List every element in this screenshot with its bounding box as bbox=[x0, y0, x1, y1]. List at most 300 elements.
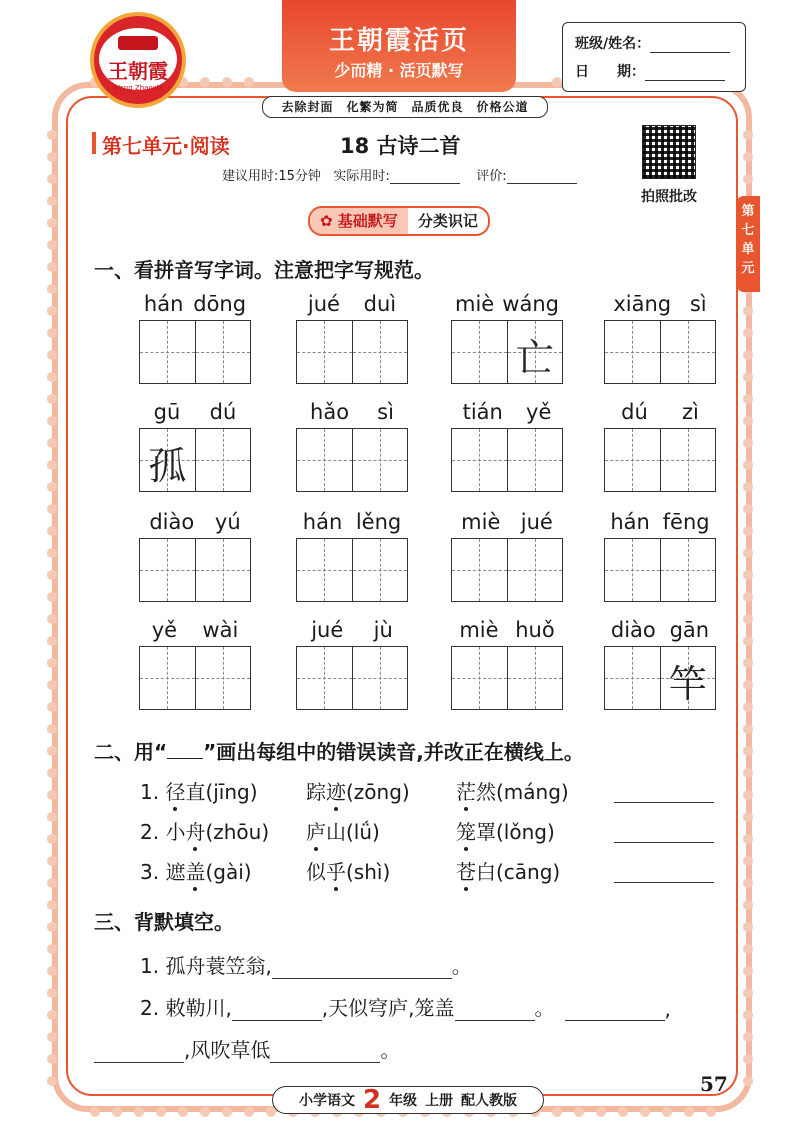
reading-item bbox=[456, 816, 555, 845]
pinyin-syllable: jué bbox=[520, 510, 553, 534]
handwritten-char: 竿 bbox=[668, 662, 707, 706]
writing-box[interactable] bbox=[352, 429, 408, 491]
scallop-dot bbox=[743, 658, 753, 668]
writing-box[interactable] bbox=[507, 539, 563, 601]
writing-box[interactable] bbox=[605, 429, 660, 491]
scallop-dot bbox=[47, 856, 57, 866]
pinyin-syllable: huǒ bbox=[515, 618, 555, 642]
scallop-dot bbox=[47, 416, 57, 426]
scallop-dot bbox=[743, 482, 753, 492]
writing-box[interactable] bbox=[297, 539, 352, 601]
recite-1-end: 。 bbox=[451, 954, 472, 978]
scallop-dot bbox=[47, 614, 57, 624]
pinyin-syllable: sì bbox=[689, 292, 707, 316]
pinyin-item bbox=[604, 292, 716, 384]
reading-item bbox=[306, 856, 390, 885]
tianzige-boxes bbox=[296, 646, 408, 710]
tianzige-boxes bbox=[139, 646, 251, 710]
tianzige-boxes bbox=[604, 646, 716, 710]
scallop-dot bbox=[743, 790, 753, 800]
pinyin-label bbox=[139, 400, 251, 428]
dotted-char[interactable]: 舟 bbox=[185, 816, 205, 845]
scallop-dot bbox=[178, 1107, 188, 1117]
pinyin-syllable: sì bbox=[377, 400, 394, 424]
reading-item bbox=[140, 856, 252, 885]
scallop-dot bbox=[47, 768, 57, 778]
pinyin-item bbox=[296, 618, 408, 710]
writing-box[interactable] bbox=[352, 539, 408, 601]
word-suffix: (zhōu) bbox=[205, 820, 270, 844]
pinyin-label bbox=[604, 292, 716, 320]
scallop-dot bbox=[47, 240, 57, 250]
unit-marker bbox=[92, 132, 96, 154]
pinyin-syllable: dú bbox=[209, 400, 237, 424]
pinyin-syllable: hǎo bbox=[310, 400, 350, 424]
section3-title: 三、背默填空。 bbox=[94, 910, 234, 934]
scallop-dot bbox=[743, 1032, 753, 1042]
pinyin-syllable: yě bbox=[526, 400, 552, 424]
reading-item bbox=[456, 856, 560, 885]
pinyin-label bbox=[139, 292, 251, 320]
recite-3-text-a: ,风吹草低 bbox=[184, 1038, 271, 1062]
pinyin-syllable: dú bbox=[621, 400, 648, 424]
pinyin-item bbox=[604, 400, 716, 492]
scallop-dot bbox=[743, 152, 753, 162]
recite-2-text-d: , bbox=[664, 997, 671, 1021]
pinyin-label bbox=[451, 400, 563, 428]
handwritten-char: 亡 bbox=[515, 336, 554, 380]
tianzige-boxes bbox=[604, 428, 716, 492]
scallop-dot bbox=[743, 878, 753, 888]
pill-basic-dictation: ✿ 基础默写 bbox=[310, 208, 408, 234]
date-label: 日 期： bbox=[575, 64, 645, 80]
pinyin-label bbox=[296, 292, 408, 320]
footer-edition: 配人教版 bbox=[461, 1093, 518, 1109]
scallop-dot bbox=[47, 570, 57, 580]
recite-line-3 bbox=[94, 1034, 400, 1063]
page-number: 57 bbox=[700, 1072, 728, 1096]
pinyin-syllable: gān bbox=[669, 618, 710, 642]
scallop-dot bbox=[743, 922, 753, 932]
recite-2-blank-c[interactable] bbox=[565, 1000, 665, 1021]
item-number: 3. bbox=[140, 860, 166, 884]
pinyin-item bbox=[604, 510, 716, 602]
pinyin-syllable: hán bbox=[143, 292, 184, 316]
recite-2-text-c: 。 bbox=[534, 996, 555, 1020]
writing-box[interactable] bbox=[507, 647, 563, 709]
pinyin-syllable: tián bbox=[462, 400, 503, 424]
scallop-dot bbox=[47, 482, 57, 492]
pinyin-item bbox=[296, 292, 408, 384]
scallop-dot bbox=[47, 746, 57, 756]
scallop-dot bbox=[47, 526, 57, 536]
writing-box[interactable] bbox=[507, 429, 563, 491]
pinyin-syllable: miè bbox=[461, 510, 501, 534]
scallop-dot bbox=[47, 702, 57, 712]
scallop-dot bbox=[47, 174, 57, 184]
dotted-char[interactable]: 笼 bbox=[456, 816, 476, 845]
scallop-dot bbox=[47, 592, 57, 602]
writing-box[interactable] bbox=[452, 539, 507, 601]
scallop-dot bbox=[47, 218, 57, 228]
dotted-char[interactable]: 径 bbox=[165, 776, 185, 805]
pinyin-item bbox=[296, 510, 408, 602]
scallop-dot bbox=[47, 372, 57, 382]
word-prefix: 踪 bbox=[306, 780, 326, 804]
logo-text: 王朝霞 bbox=[108, 59, 168, 83]
pinyin-syllable: wáng bbox=[502, 292, 559, 316]
scallop-dot bbox=[47, 504, 57, 514]
scallop-dot bbox=[222, 77, 232, 87]
pinyin-item bbox=[139, 510, 251, 602]
pinyin-label bbox=[296, 510, 408, 538]
dotted-char[interactable]: 庐 bbox=[306, 816, 326, 845]
tianzige-boxes bbox=[451, 646, 563, 710]
tianzige-boxes bbox=[139, 428, 251, 492]
word-prefix: 似 bbox=[306, 860, 326, 884]
pinyin-label bbox=[296, 400, 408, 428]
word-suffix: 然(máng) bbox=[476, 780, 569, 804]
scallop-dot bbox=[743, 592, 753, 602]
pinyin-syllable: wài bbox=[202, 618, 239, 642]
pinyin-label bbox=[604, 400, 716, 428]
footer-term: 上册 bbox=[425, 1093, 454, 1109]
scallop-dot bbox=[743, 130, 753, 140]
item-number: 2. bbox=[140, 820, 166, 844]
writing-box[interactable] bbox=[452, 429, 507, 491]
pinyin-syllable: jué bbox=[307, 292, 340, 316]
writing-box[interactable] bbox=[660, 321, 716, 383]
tianzige-boxes bbox=[139, 538, 251, 602]
tianzige-boxes bbox=[139, 320, 251, 384]
scallop-dot bbox=[112, 1107, 122, 1117]
writing-box[interactable] bbox=[452, 647, 507, 709]
pinyin-syllable: hán bbox=[302, 510, 343, 534]
scallop-dot bbox=[743, 724, 753, 734]
writing-box[interactable] bbox=[297, 647, 352, 709]
word-prefix: 小 bbox=[165, 820, 186, 844]
reading-item bbox=[140, 776, 258, 805]
footer-badge bbox=[272, 1086, 544, 1114]
writing-box[interactable] bbox=[660, 539, 716, 601]
word-suffix: 山(lǘ) bbox=[326, 820, 380, 844]
scallop-dot bbox=[743, 438, 753, 448]
pinyin-syllable: dōng bbox=[193, 292, 247, 316]
tianzige-boxes bbox=[604, 538, 716, 602]
scallop-dot bbox=[47, 988, 57, 998]
scallop-dot bbox=[743, 416, 753, 426]
student-info-box bbox=[562, 22, 746, 92]
writing-box[interactable] bbox=[297, 429, 352, 491]
writing-box[interactable] bbox=[140, 321, 195, 383]
recite-2-blank-a[interactable] bbox=[232, 1000, 322, 1021]
word-suffix: 直(jīng) bbox=[185, 780, 258, 804]
pinyin-item bbox=[451, 400, 563, 492]
dotted-char[interactable]: 苍 bbox=[456, 856, 476, 885]
recite-line-2 bbox=[140, 992, 671, 1021]
logo-subtext: Wang Zhaoxia bbox=[113, 84, 163, 92]
writing-box[interactable] bbox=[660, 647, 716, 709]
scallop-dot bbox=[743, 1076, 753, 1086]
scallop-dot bbox=[743, 900, 753, 910]
writing-box[interactable] bbox=[605, 539, 660, 601]
scallop-dot bbox=[743, 988, 753, 998]
scallop-dot bbox=[743, 504, 753, 514]
pinyin-item bbox=[139, 292, 251, 384]
scallop-dot bbox=[743, 966, 753, 976]
scallop-dot bbox=[47, 1032, 57, 1042]
unit-title: 第七单元·阅读 bbox=[102, 134, 230, 158]
reading-item bbox=[140, 816, 269, 845]
scallop-dot bbox=[47, 350, 57, 360]
writing-box[interactable] bbox=[452, 321, 507, 383]
word-suffix: 白(cāng) bbox=[476, 860, 561, 884]
scallop-dot bbox=[47, 196, 57, 206]
scallop-dot bbox=[47, 394, 57, 404]
tianzige-boxes bbox=[296, 320, 408, 384]
section2-title bbox=[94, 736, 584, 765]
scallop-dot bbox=[743, 570, 753, 580]
date-field[interactable] bbox=[645, 66, 725, 81]
reading-item bbox=[306, 776, 410, 805]
writing-box[interactable] bbox=[195, 321, 251, 383]
scallop-dot bbox=[47, 1010, 57, 1020]
reading-item bbox=[456, 776, 569, 805]
scallop-dot bbox=[743, 548, 753, 558]
scallop-dot bbox=[47, 658, 57, 668]
pinyin-label bbox=[451, 292, 563, 320]
scallop-dot bbox=[662, 1107, 672, 1117]
actual-time-field[interactable] bbox=[390, 171, 460, 184]
scallop-dot bbox=[684, 1107, 694, 1117]
scallop-dot bbox=[552, 77, 562, 87]
scallop-dot bbox=[47, 724, 57, 734]
pinyin-label bbox=[139, 510, 251, 538]
pinyin-label bbox=[451, 618, 563, 646]
recite-line-1 bbox=[140, 950, 472, 979]
pinyin-label bbox=[604, 510, 716, 538]
scallop-dot bbox=[743, 1054, 753, 1064]
scallop-dot bbox=[47, 460, 57, 470]
scallop-dot bbox=[743, 680, 753, 690]
scallop-dot bbox=[47, 834, 57, 844]
scallop-dot bbox=[743, 372, 753, 382]
scallop-dot bbox=[47, 306, 57, 316]
pinyin-item bbox=[604, 618, 716, 710]
scallop-dot bbox=[47, 284, 57, 294]
pinyin-syllable: miè bbox=[459, 618, 499, 642]
scallop-dot bbox=[743, 856, 753, 866]
slogan: 去除封面 化繁为简 品质优良 价格公道 bbox=[262, 96, 548, 118]
logo-crown-icon bbox=[118, 36, 158, 50]
scallop-dot bbox=[47, 790, 57, 800]
dotted-char[interactable]: 茫 bbox=[456, 776, 476, 805]
pinyin-item bbox=[451, 618, 563, 710]
recite-3-blank-a[interactable] bbox=[94, 1042, 184, 1063]
writing-box[interactable] bbox=[140, 647, 195, 709]
pinyin-item bbox=[139, 400, 251, 492]
side-unit-tab bbox=[736, 196, 760, 292]
item-number: 1. bbox=[140, 780, 166, 804]
qr-code[interactable] bbox=[642, 125, 696, 179]
scallop-dot bbox=[200, 1107, 210, 1117]
scallop-dot bbox=[200, 77, 210, 87]
correction-blank[interactable] bbox=[614, 822, 714, 843]
writing-box[interactable] bbox=[195, 539, 251, 601]
qr-label: 拍照批改 bbox=[641, 189, 697, 205]
word-suffix: (gài) bbox=[205, 860, 252, 884]
recite-2-text-a: 2. 敕勒川, bbox=[140, 996, 232, 1020]
scallop-dot bbox=[743, 394, 753, 404]
scallop-dot bbox=[47, 438, 57, 448]
word-suffix: 罩(lǒng) bbox=[476, 820, 555, 844]
pinyin-syllable: fēng bbox=[662, 510, 710, 534]
writing-box[interactable] bbox=[605, 647, 660, 709]
tianzige-boxes bbox=[296, 538, 408, 602]
scallop-dot bbox=[743, 746, 753, 756]
dotted-char[interactable]: 乎 bbox=[326, 856, 346, 885]
handwritten-char: 孤 bbox=[148, 444, 187, 488]
scallop-dot bbox=[47, 680, 57, 690]
scallop-dot bbox=[47, 944, 57, 954]
correction-blank[interactable] bbox=[614, 862, 714, 883]
scallop-dot bbox=[134, 1107, 144, 1117]
scallop-dot bbox=[743, 944, 753, 954]
footer-grade: 年级 bbox=[389, 1093, 418, 1109]
word-suffix: (zōng) bbox=[346, 780, 410, 804]
scallop-dot bbox=[47, 636, 57, 646]
scallop-dot bbox=[552, 1107, 562, 1117]
evaluation-label: 评价: bbox=[476, 169, 507, 184]
suggested-time: 建议用时:15分钟 bbox=[222, 169, 321, 184]
recite-2-text-b: ,天似穹庐,笼盖 bbox=[321, 996, 455, 1020]
footer-subject: 小学语文 bbox=[298, 1093, 355, 1109]
scallop-dot bbox=[743, 460, 753, 470]
scallop-dot bbox=[743, 702, 753, 712]
writing-box[interactable] bbox=[195, 429, 251, 491]
word-suffix: (shì) bbox=[346, 860, 391, 884]
scallop-dot bbox=[743, 174, 753, 184]
pinyin-label bbox=[139, 618, 251, 646]
pinyin-syllable: xiāng bbox=[613, 292, 672, 316]
reading-item bbox=[306, 816, 380, 845]
pinyin-syllable: zì bbox=[682, 400, 699, 424]
writing-box[interactable] bbox=[660, 429, 716, 491]
scallop-dot bbox=[244, 77, 254, 87]
scallop-dot bbox=[47, 878, 57, 888]
pinyin-label bbox=[604, 618, 716, 646]
pinyin-syllable: diào bbox=[610, 618, 656, 642]
scallop-dot bbox=[47, 966, 57, 976]
scallop-dot bbox=[743, 812, 753, 822]
scallop-dot bbox=[743, 834, 753, 844]
recite-3-blank-b[interactable] bbox=[270, 1042, 380, 1063]
tianzige-boxes bbox=[604, 320, 716, 384]
writing-box[interactable] bbox=[352, 647, 408, 709]
scallop-dot bbox=[743, 350, 753, 360]
series-title: 王朝霞活页 bbox=[328, 26, 469, 56]
pinyin-item bbox=[451, 292, 563, 384]
actual-time-label: 实际用时: bbox=[333, 169, 390, 184]
scallop-dot bbox=[743, 614, 753, 624]
footer-grade-number: 2 bbox=[362, 1085, 382, 1115]
writing-box[interactable] bbox=[297, 321, 352, 383]
section2-title-b: ”画出每组中的错误读音,并改正在横线上。 bbox=[203, 740, 584, 764]
pinyin-label bbox=[451, 510, 563, 538]
writing-box[interactable] bbox=[605, 321, 660, 383]
underline-sample bbox=[167, 744, 203, 759]
recite-1-text: 1. 孤舟蓑笠翁, bbox=[140, 954, 272, 978]
class-name-label: 班级/姓名： bbox=[575, 36, 651, 52]
writing-box[interactable] bbox=[507, 321, 563, 383]
writing-box[interactable] bbox=[140, 429, 195, 491]
dotted-char[interactable]: 迹 bbox=[326, 776, 346, 805]
series-subtitle: 少而精 · 活页默写 bbox=[334, 61, 464, 80]
pinyin-syllable: miè bbox=[455, 292, 495, 316]
section1-title: 一、看拼音写字词。注意把字写规范。 bbox=[94, 258, 434, 282]
tianzige-boxes bbox=[451, 320, 563, 384]
lesson-title: 18 古诗二首 bbox=[340, 134, 461, 158]
pill-classify-memorize: 分类识记 bbox=[417, 212, 478, 230]
recite-1-blank[interactable] bbox=[272, 958, 452, 979]
tianzige-boxes bbox=[296, 428, 408, 492]
timing-row bbox=[222, 165, 577, 184]
scallop-dot bbox=[47, 262, 57, 272]
side-tab-label: 第 七 单 元 bbox=[741, 204, 755, 276]
scallop-dot bbox=[743, 768, 753, 778]
writing-box[interactable] bbox=[195, 647, 251, 709]
dotted-char[interactable]: 盖 bbox=[185, 856, 205, 885]
scallop-dot bbox=[706, 1107, 716, 1117]
section2-title-a: 二、用“ bbox=[94, 740, 168, 764]
scallop-dot bbox=[574, 1107, 584, 1117]
scallop-dot bbox=[244, 1107, 254, 1117]
scallop-dot bbox=[743, 306, 753, 316]
writing-box[interactable] bbox=[140, 539, 195, 601]
scallop-dot bbox=[743, 328, 753, 338]
scallop-dot bbox=[156, 1107, 166, 1117]
pinyin-syllable: gū bbox=[153, 400, 181, 424]
tianzige-boxes bbox=[451, 538, 563, 602]
recite-2-blank-b[interactable] bbox=[455, 1000, 535, 1021]
scallop-dot bbox=[47, 1076, 57, 1086]
class-name-field[interactable] bbox=[650, 38, 730, 53]
tianzige-boxes bbox=[451, 428, 563, 492]
pinyin-syllable: yú bbox=[214, 510, 241, 534]
correction-blank[interactable] bbox=[614, 782, 714, 803]
pinyin-syllable: duì bbox=[363, 292, 397, 316]
section-pill bbox=[308, 206, 490, 236]
scallop-dot bbox=[743, 526, 753, 536]
scallop-dot bbox=[743, 636, 753, 646]
scallop-dot bbox=[596, 1107, 606, 1117]
scallop-dot bbox=[90, 1107, 100, 1117]
writing-box[interactable] bbox=[352, 321, 408, 383]
scallop-dot bbox=[743, 1010, 753, 1020]
scallop-dot bbox=[47, 548, 57, 558]
scallop-dot bbox=[618, 1107, 628, 1117]
pinyin-syllable: yě bbox=[151, 618, 178, 642]
scallop-dot bbox=[47, 152, 57, 162]
pinyin-item bbox=[139, 618, 251, 710]
recite-3-text-b: 。 bbox=[380, 1038, 401, 1062]
pinyin-syllable: hán bbox=[610, 510, 650, 534]
evaluation-field[interactable] bbox=[507, 171, 577, 184]
pinyin-syllable: diào bbox=[149, 510, 195, 534]
pinyin-syllable: jù bbox=[373, 618, 393, 642]
scallop-dot bbox=[47, 922, 57, 932]
pinyin-item bbox=[451, 510, 563, 602]
